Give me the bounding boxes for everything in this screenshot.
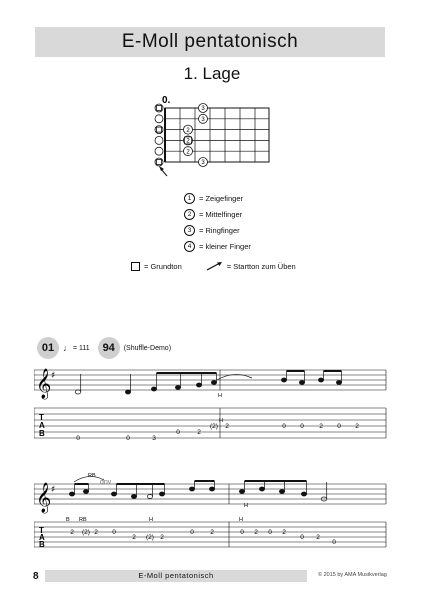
svg-text:RB: RB bbox=[88, 473, 96, 479]
fretboard-diagram bbox=[145, 92, 275, 182]
svg-text:0: 0 bbox=[268, 529, 272, 536]
svg-text:2: 2 bbox=[132, 534, 136, 541]
svg-text:H: H bbox=[244, 503, 248, 509]
root-square-icon bbox=[131, 262, 140, 271]
title-bar bbox=[35, 27, 385, 57]
footer-title: E-Moll pentatonisch bbox=[45, 570, 307, 582]
hammer-marks bbox=[218, 393, 223, 424]
svg-text:2: 2 bbox=[186, 127, 190, 134]
svg-text:B: B bbox=[66, 517, 70, 523]
notes bbox=[75, 371, 341, 394]
svg-text:2: 2 bbox=[319, 423, 323, 430]
bend-marks bbox=[66, 473, 248, 523]
finger-dots bbox=[184, 104, 208, 167]
svg-text:2: 2 bbox=[355, 423, 359, 430]
svg-text:0: 0 bbox=[300, 534, 304, 541]
tempo-marking: ♩ = 111 bbox=[63, 343, 90, 353]
svg-text:(2): (2) bbox=[82, 529, 90, 536]
page-number: 8 bbox=[33, 571, 39, 582]
svg-text:2: 2 bbox=[225, 423, 229, 430]
svg-text:(2): (2) bbox=[146, 534, 154, 541]
root-key-text: = Grundton bbox=[144, 261, 182, 271]
svg-text:3: 3 bbox=[152, 435, 156, 442]
track-label: (Shuffle-Demo) bbox=[123, 344, 172, 352]
svg-text:H: H bbox=[239, 517, 243, 523]
treble-clef-icon: 𝄞 bbox=[36, 369, 52, 399]
tab-clef-icon: T bbox=[39, 526, 44, 535]
svg-text:2: 2 bbox=[254, 529, 258, 536]
svg-text:H: H bbox=[218, 393, 222, 399]
svg-text:2: 2 bbox=[70, 529, 74, 536]
svg-text:2: 2 bbox=[282, 529, 286, 536]
sharp-icon: ♯ bbox=[51, 485, 56, 495]
svg-text:2: 2 bbox=[160, 534, 164, 541]
sharp-icon: ♯ bbox=[51, 371, 56, 381]
svg-text:H: H bbox=[219, 418, 223, 424]
svg-text:0: 0 bbox=[190, 529, 194, 536]
tab-clef-icon: T bbox=[39, 413, 44, 422]
start-arrow-icon bbox=[159, 166, 167, 176]
svg-text:H: H bbox=[149, 517, 153, 523]
start-arrow-icon bbox=[206, 261, 224, 271]
legend-item: 3 = Ringfinger bbox=[184, 222, 251, 238]
svg-text:2: 2 bbox=[186, 138, 190, 145]
quarter-note-icon: ♩ bbox=[63, 343, 72, 353]
tab-numbers bbox=[70, 529, 336, 546]
tab-clef-icon: A bbox=[39, 421, 45, 430]
symbol-key bbox=[131, 261, 296, 271]
notation-system-1 bbox=[34, 366, 390, 442]
svg-text:2: 2 bbox=[210, 529, 214, 536]
svg-text:3: 3 bbox=[201, 160, 205, 167]
svg-text:2: 2 bbox=[197, 429, 201, 436]
staff bbox=[34, 484, 386, 504]
notation-system-2 bbox=[34, 470, 390, 550]
svg-text:(2): (2) bbox=[210, 423, 218, 430]
copyright-text: © 2015 by AMA Musikverlag bbox=[318, 572, 387, 578]
legend-item: 1 = Zeigefinger bbox=[184, 190, 251, 206]
svg-text:0: 0 bbox=[300, 423, 304, 430]
position-label: 0. bbox=[162, 95, 171, 106]
track-info bbox=[37, 337, 171, 359]
tab-clef-icon: B bbox=[39, 540, 45, 549]
svg-text:3: 3 bbox=[201, 106, 205, 113]
svg-text:0: 0 bbox=[112, 529, 116, 536]
legend-item: 2 = Mittelfinger bbox=[184, 206, 251, 222]
svg-text:0: 0 bbox=[76, 435, 80, 442]
tab-clef-icon: B bbox=[39, 429, 45, 438]
svg-text:0: 0 bbox=[126, 435, 130, 442]
open-string-markers bbox=[155, 104, 163, 166]
track-badge-94: 94 bbox=[98, 337, 120, 359]
svg-text:2: 2 bbox=[94, 529, 98, 536]
svg-text:dnv: dnv bbox=[100, 479, 112, 486]
svg-text:0: 0 bbox=[337, 423, 341, 430]
svg-text:2: 2 bbox=[316, 534, 320, 541]
section-subtitle: 1. Lage bbox=[183, 64, 241, 83]
svg-text:0: 0 bbox=[332, 539, 336, 546]
svg-text:RB: RB bbox=[79, 517, 87, 523]
fretboard-grid bbox=[165, 108, 269, 162]
finger-legend bbox=[184, 190, 251, 254]
tab-clef-icon: A bbox=[39, 533, 45, 542]
page-title: E-Moll pentatonisch bbox=[121, 31, 299, 52]
svg-text:2: 2 bbox=[186, 149, 190, 156]
track-badge-01: 01 bbox=[37, 337, 59, 359]
svg-text:0: 0 bbox=[240, 529, 244, 536]
legend-item: 4 = kleiner Finger bbox=[184, 238, 251, 254]
svg-text:3: 3 bbox=[201, 117, 205, 123]
treble-clef-icon: 𝄞 bbox=[36, 483, 52, 513]
svg-text:0: 0 bbox=[176, 429, 180, 436]
start-key-text: = Startton zum Üben bbox=[226, 261, 296, 271]
svg-text:0: 0 bbox=[282, 423, 286, 430]
